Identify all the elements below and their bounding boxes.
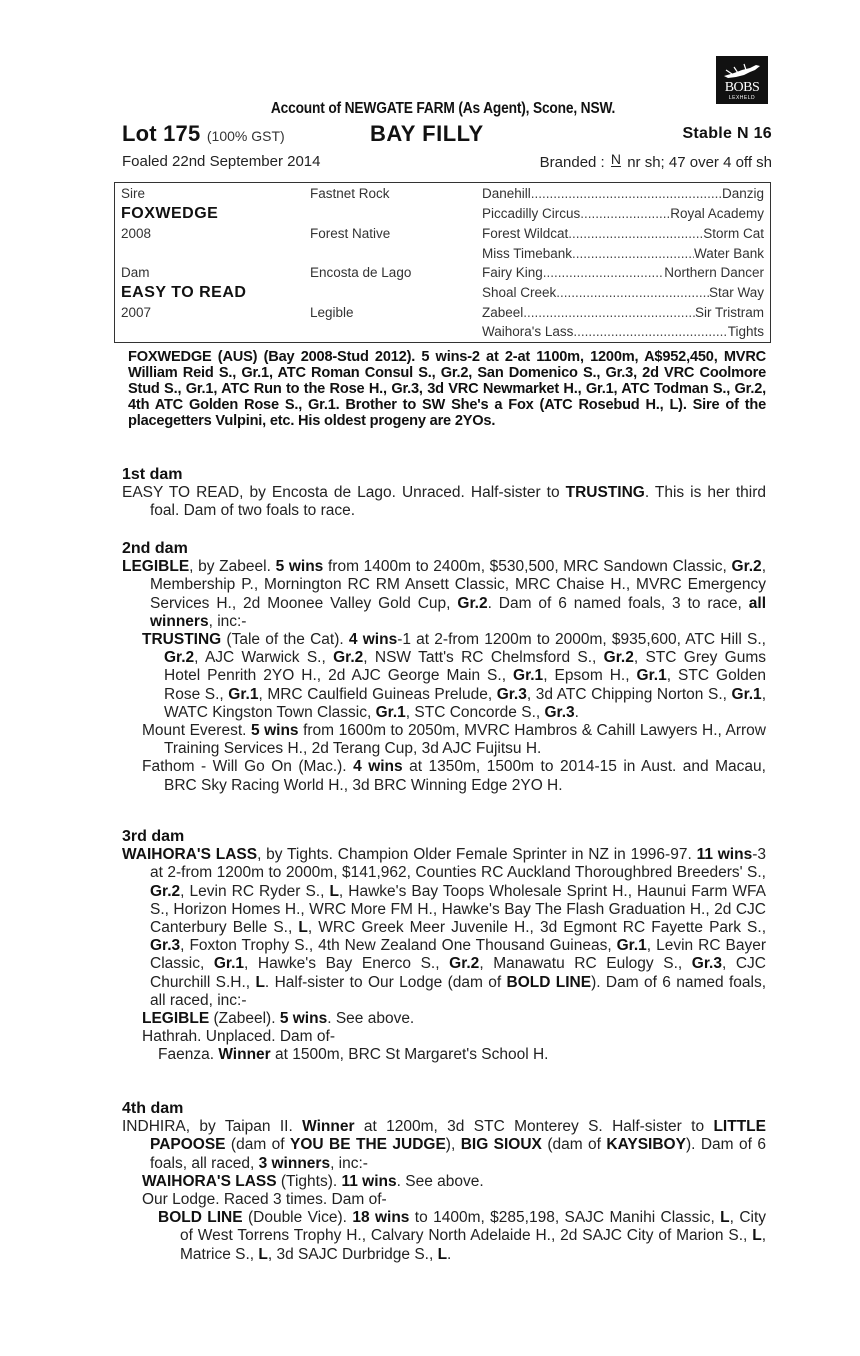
dam-name: EASY TO READ [121, 284, 247, 301]
pedigree-table [114, 182, 771, 343]
lot-number: Lot 175 [122, 121, 201, 146]
sire-name: FOXWEDGE [121, 205, 219, 222]
sire-dam: Forest Native [310, 226, 391, 241]
section-heading: 1st dam [122, 466, 183, 483]
pedigree-entry: Fathom - Will Go On (Mac.). 4 wins at 1350m, 1500m to 2014-15 in Aust. and Macau, BRC Sky Racing World H., 3d BRC Winning Edge 2YO H. [142, 758, 766, 794]
gst-note: (100% GST) [206, 128, 285, 144]
section-heading: 3rd dam [122, 828, 185, 845]
pedigree-entry: TRUSTING (Tale of the Cat). 4 wins-1 at 2-from 1200m to 2000m, $935,600, ATC Hill S., Gr.2, AJC Warwick S., Gr.2, NSW Tatt's RC Chelmsford S., Gr.2, STC Grey Gums Hotel Penrith 2YO H., 2d AJC George Main S., Gr.1, Epsom H., Gr.1, STC Golden Rose S., Gr.1, MRC Caulfield Guineas Prelude, Gr.3, 3d ATC Chipping Norton S., Gr.1, WATC Kingston Town Classic, Gr.1, STC Concorde S., Gr.3. [142, 631, 767, 721]
logo-subtitle: LEXHELD [728, 95, 756, 101]
dam-section-1 [122, 466, 766, 521]
stable-number: Stable N 16 [682, 125, 772, 142]
pedigree-entry: BOLD LINE (Double Vice). 18 wins to 1400m, $285,198, SAJC Manihi Classic, L, City of West Torrens Trophy H., Calvary North Adelaide H., 2d SAJC City of Marion S., L, Matrice S., L, 3d SAJC Durbridge S., L. [158, 1209, 767, 1263]
pedigree-gen3-row: Danehill ..... Danzig [482, 184, 764, 204]
lot-line [122, 121, 772, 151]
pedigree-entry: Mount Everest. 5 wins from 1600m to 2050m, MVRC Hambros & Cahill Lawyers H., Arrow Training Services H., 2d Terang Cup, 3d AJC Fujitsu H. [142, 722, 766, 758]
pedigree-entry: Our Lodge. Raced 3 times. Dam of- [142, 1191, 387, 1209]
logo-name: BOBS [724, 80, 760, 95]
pedigree-entry: Faenza. Winner at 1500m, BRC St Margaret's School H. [158, 1046, 549, 1064]
dam-dam: Legible [310, 305, 354, 320]
branded-detail: nr sh; 47 over 4 off sh [627, 154, 772, 171]
logo [716, 56, 768, 104]
pedigree-gen3-row: Forest Wildcat ..... Storm Cat [482, 224, 764, 244]
pedigree-entry: WAIHORA'S LASS, by Tights. Champion Older Female Sprinter in NZ in 1996-97. 11 wins-3 at 2-from 1200m to 2000m, $141,962, Counties RC Auckland Thoroughbred Breeders' S., Gr.2, Levin RC Ryder S., L, Hawke's Bay Toops Wholesale Sprint H., Haunui Farm WFA S., Horizon Homes H., WRC More FM H., Hawke's Bay The Flash Graduation H., 2d CJC Canterbury Belle S., L, WRC Greek Meer Juvenile H., 3d Egmont RC Fayette Park S., Gr.3, Foxton Trophy S., 4th New Zealand One Thousand Guineas, Gr.1, Levin RC Bayer Classic, Gr.1, Hawke's Bay Enerco S., Gr.2, Manawatu RC Eulogy S., Gr.3, CJC Churchill S.H., L. Half-sister to Our Lodge (dam of BOLD LINE). Dam of 6 named foals, all raced, inc:- [122, 846, 767, 1009]
pedigree-gen3-row: Zabeel ..... Sir Tristram [482, 303, 764, 323]
dam-label: Dam [121, 265, 150, 280]
section-entries [122, 558, 766, 795]
pedigree-gen3-row: Piccadilly Circus ..... Royal Academy [482, 204, 764, 224]
section-entries [122, 484, 766, 520]
dam-section-4 [122, 1100, 766, 1264]
branded-info [540, 153, 772, 171]
section-heading: 2nd dam [122, 540, 188, 557]
sire-sire: Fastnet Rock [310, 186, 390, 201]
pedigree-entry: EASY TO READ, by Encosta de Lago. Unraced. Half-sister to TRUSTING. This is her third foal. Dam of two foals to race. [122, 484, 766, 520]
dam-sire: Encosta de Lago [310, 265, 412, 280]
section-heading: 4th dam [122, 1100, 184, 1117]
pedigree-entry: INDHIRA, by Taipan II. Winner at 1200m, 3d STC Monterey S. Half-sister to LITTLE PAPOOSE (dam of YOU BE THE JUDGE), BIG SIOUX (dam of KAYSIBOY). Dam of 6 foals, all raced, 3 winners, inc:- [122, 1118, 766, 1172]
horse-description: BAY FILLY [370, 121, 484, 146]
pedigree-gen3-row: Waihora's Lass ..... Tights [482, 322, 764, 342]
flying-horse-icon [716, 62, 768, 82]
sire-label: Sire [121, 186, 146, 201]
dam-section-2 [122, 540, 766, 795]
sire-year: 2008 [121, 226, 152, 241]
vendor-account: Account of NEWGATE FARM (As Agent), Scone, NSW. [270, 100, 616, 117]
pedigree-entry: Hathrah. Unplaced. Dam of- [142, 1028, 335, 1046]
dam-section-3 [122, 828, 766, 1065]
brand-mark-icon: N [610, 151, 622, 167]
branded-label: Branded : [539, 154, 605, 171]
pedigree-entry: LEGIBLE (Zabeel). 5 wins. See above. [142, 1010, 415, 1028]
foaled-date: Foaled 22nd September 2014 [122, 153, 321, 170]
pedigree-gen3-row: Shoal Creek ..... Star Way [482, 283, 764, 303]
pedigree-entry: WAIHORA'S LASS (Tights). 11 wins. See above. [142, 1172, 484, 1190]
pedigree-gen3-row: Miss Timebank ..... Water Bank [482, 244, 764, 264]
sire-summary: FOXWEDGE (AUS) (Bay 2008-Stud 2012). 5 wins-2 at 2-at 1100m, 1200m, A$952,450, MVRC William Reid S., Gr.1, ATC Roman Consul S., Gr.2, San Domenico S., Gr.3, 2d VRC Coolmore Stud S., Gr.1, ATC Run to the Rose H., Gr.3, 3d VRC Newmarket H., Gr.1, ATC Todman S., Gr.2, 4th ATC Golden Rose S., Gr.1. Brother to SW She's a Fox (ATC Rosebud H., L). Sire of the placegetters Vulpini, etc. His oldest progeny are 2YOs. [128, 349, 766, 429]
dam-year: 2007 [121, 305, 152, 320]
section-entries [122, 846, 766, 1064]
pedigree-gen3-row: Fairy King ..... Northern Dancer [482, 263, 764, 283]
section-entries [122, 1118, 766, 1264]
pedigree-entry: LEGIBLE, by Zabeel. 5 wins from 1400m to 2400m, $530,500, MRC Sandown Classic, Gr.2, Membership P., Mornington RC RM Ansett Classic, MRC Chaise H., MVRC Emergency Services H., 2d Moonee Valley Gold Cup, Gr.2. Dam of 6 named foals, 3 to race, all winners, inc:- [122, 558, 767, 630]
